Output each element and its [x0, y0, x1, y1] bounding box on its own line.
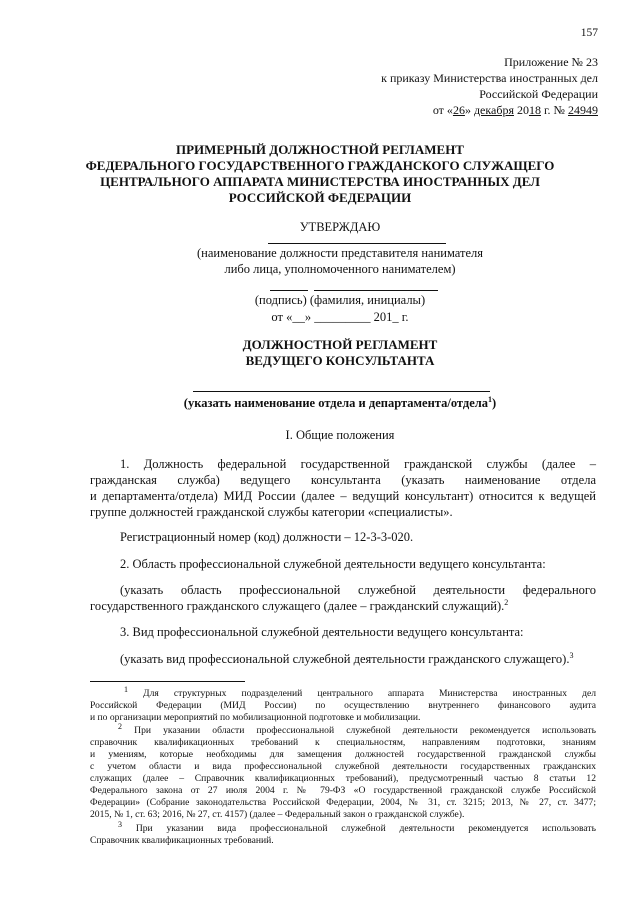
footnote-2-line-6: Федерального закона от 27 июля 2004 г. № 79-ФЗ «О государственной гражданской службе Российской: [90, 785, 596, 796]
footnote-1-line-3: и по организации мероприятий по мобилизационной подготовке и мобилизации.: [90, 712, 421, 723]
paragraph-3: 3. Вид профессиональной служебной деятельности ведущего консультанта:: [120, 625, 524, 639]
footnote-2-line-3: и умениям, которые необходимы для замещения должностей государственной гражданской службы: [90, 749, 596, 760]
regulation-title-line-1: ДОЛЖНОСТНОЙ РЕГЛАМЕНТ: [242, 337, 438, 352]
appendix-day: 26: [452, 103, 465, 117]
paragraph-2-detail-line-2: государственного гражданского служащего (далее – гражданский служащий).$^2$: [90, 597, 509, 613]
title-line-3: ЦЕНТРАЛЬНОГО АППАРАТА МИНИСТЕРСТВА ИНОСТРАННЫХ ДЕЛ: [100, 174, 540, 189]
appendix-line-1: Приложение № 23: [504, 55, 598, 69]
title-line-1: ПРИМЕРНЫЙ ДОЛЖНОСТНОЙ РЕГЛАМЕНТ: [176, 142, 464, 157]
title-line-4: РОССИЙСКОЙ ФЕДЕРАЦИИ: [228, 190, 412, 205]
appendix-month: декабря: [473, 103, 514, 117]
paragraph-1-line-1: 1. Должность федеральной государственной гражданской службы (далее –: [120, 457, 596, 471]
approval-word: УТВЕРЖДАЮ: [299, 220, 381, 234]
footnote-2-line-1: $^2$ При указании области профессиональной служебной деятельности рекомендуется использовать: [118, 721, 596, 736]
footnote-2-line-4: с учетом области и вида профессиональной служебной деятельности государственных гражданских: [90, 761, 596, 772]
footnote-1-line-1: $^1$ Для структурных подразделений центрального аппарата Министерства иностранных дел: [124, 684, 596, 699]
footnote-2-line-8: 2015, № 1, ст. 63; 2016, № 27, ст. 4157) (далее – Федеральный закон о гражданской службе).: [90, 809, 465, 820]
footnote-3-line-2: Справочник квалификационных требований.: [90, 835, 274, 846]
paragraph-1-line-2: гражданская служба) ведущего консультанта (указать наименование отдела: [90, 473, 596, 487]
footnote-2-line-7: Федерации» (Собрание законодательства Российской Федерации, 2004, № 31, ст. 3215; 2013, № 27, ст. 3477;: [90, 797, 596, 808]
footnote-1-line-2: Российской Федерации (МИД России) по осуществлению внутреннего финансового аудита: [90, 700, 596, 711]
section-heading: I. Общие положения: [285, 428, 395, 442]
position-blank-line: [268, 243, 446, 244]
paragraph-2: 2. Область профессиональной служебной деятельности ведущего консультанта:: [120, 557, 546, 571]
paragraph-3-detail: (указать вид профессиональной служебной деятельности гражданского служащего).$^3$: [120, 650, 574, 666]
footnote-separator: [90, 681, 245, 682]
approval-signature: (подпись) (фамилия, инициалы): [254, 293, 426, 307]
footnote-2-line-2: справочник квалификационных требований к специальностям, направлениям подготовки, знаниям: [90, 737, 596, 748]
signature-blank-line: [270, 290, 308, 291]
appendix-line-2: к приказу Министерства иностранных дел: [381, 71, 598, 85]
appendix-date: от «26» декабря 2018 г. № 24949: [432, 103, 598, 117]
name-blank-line: [314, 290, 438, 291]
appendix-year: 18: [528, 103, 541, 117]
footnote-2-line-5: служащих (далее – Справочник квалификационных требований), предусмотренный частью 8 статьи 12: [90, 773, 596, 784]
appendix-number: 24949: [568, 103, 598, 117]
page-number: 157: [580, 27, 598, 39]
registration-number: Регистрационный номер (код) должности – 12-3-3-020.: [120, 530, 414, 544]
department-blank-line: [193, 391, 490, 392]
approval-date: от «__» _________ 201_ г.: [271, 310, 409, 324]
paragraph-1-line-3: и департамента/отдела) МИД России (далее – ведущий консультант) относится к ведущей: [90, 489, 596, 503]
title-line-2: ФЕДЕРАЛЬНОГО ГОСУДАРСТВЕННОГО ГРАЖДАНСКОГО СЛУЖАЩЕГО: [85, 158, 555, 173]
regulation-title-line-2: ВЕДУЩЕГО КОНСУЛЬТАНТА: [245, 353, 435, 368]
footnote-3-line-1: $^3$ При указании вида профессиональной служебной деятельности рекомендуется использовать: [118, 819, 596, 834]
paragraph-1-line-4: группе должностей гражданской службы категории «специалисты».: [90, 505, 453, 519]
appendix-line-3: Российской Федерации: [479, 87, 598, 101]
paragraph-2-detail-line-1: (указать область профессиональной служебной деятельности федерального: [120, 583, 596, 597]
approval-position-line-2: либо лица, уполномоченного нанимателем): [224, 262, 456, 276]
department-placeholder: (указать наименование отдела и департамента/отдела$^1$): [183, 394, 497, 410]
approval-position-line-1: (наименование должности представителя нанимателя: [197, 246, 483, 260]
